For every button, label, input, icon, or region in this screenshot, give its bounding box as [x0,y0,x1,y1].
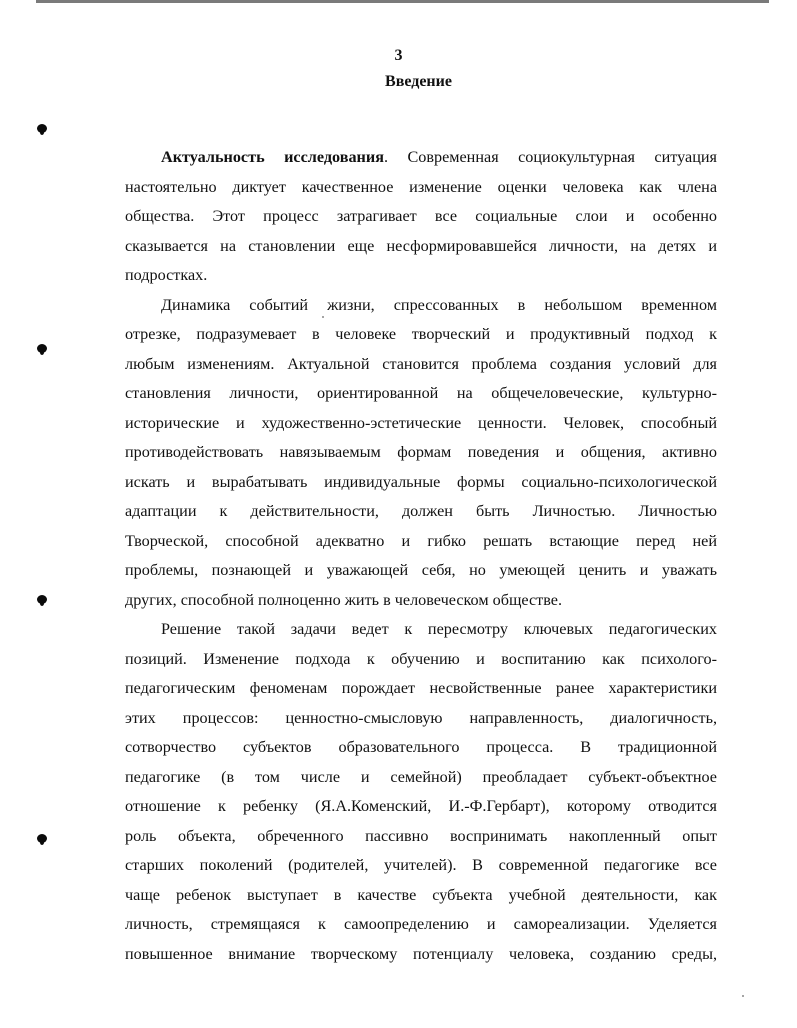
scan-top-edge [36,0,769,3]
text-line: Решение такой задачи ведет к пересмотру ключевых педагогических [161,620,717,638]
text-line: педагогическим феноменам порождает несвойственные ранее характеристики [125,679,717,697]
text-line: проблемы, познающей и уважающей себя, но умеющей ценить и уважать [125,561,717,579]
text-line-rest: . Современная социокультурная ситуация [383,148,717,166]
text-line: роль объекта, обреченного пассивно воспринимать накопленный опыт [125,826,717,845]
text-line: любым изменениям. Актуальной становится проблема создания условий для [125,354,717,373]
text-line: других, способной полноценно жить в человеческом обществе. [125,590,563,609]
binding-hole-mark [37,834,47,843]
text-line: отрезке, подразумевает в человеке творческий и продуктивный подход к [125,325,717,343]
text-line: сказывается на становлении еще несформировавшейся личности, на детях и [125,236,717,255]
text-line: Динамика событий жизни, спрессованных в небольшом временном [161,295,717,314]
text-line: этих процессов: ценностно-смысловую направленность, диалогичность, [125,708,717,727]
text-line: общества. Этот процесс затрагивает все социальные слои и особенно [125,207,717,225]
text-line: чаще ребенок выступает в качестве субъекта учебной деятельности, как [125,885,717,904]
text-line: отношение к ребенку (Я.А.Коменский, И.-Ф.Гербарт), которому отводится [125,797,717,815]
page-number: 3 [394,47,403,64]
text-line: исторические и художественно-эстетические ценности. Человек, способный [125,413,717,432]
text-line: искать и вырабатывать индивидуальные формы социально-психологической [125,472,717,491]
text-line: сотворчество субъектов образовательного процесса. В традиционной [125,738,717,756]
text-line: подростках. [125,266,208,284]
text-line: Творческой, способной адекватно и гибко решать встающие перед ней [125,531,717,550]
binding-hole-mark [37,344,47,353]
paragraph-dynamics [125,291,717,616]
text-line [125,143,717,173]
text-line: противодействовать навязываемым формам поведения и общения, активно [125,443,717,461]
text-line: позиций. Изменение подхода к обучению и воспитанию как психолого- [125,649,717,668]
text-line: личность, стремящаяся к самоопределению и самореализации. Уделяется [125,915,717,933]
lead-phrase: Актуальность исследования [161,148,384,166]
page-heading: Введение [385,73,452,90]
document-body [125,143,717,969]
scan-speck [742,995,744,997]
text-line: старших поколений (родителей, учителей). В современной педагогике все [125,856,717,874]
paragraph-relevance [125,143,717,291]
binding-hole-mark [37,124,47,133]
text-line: повышенное внимание творческому потенциалу человека, созданию среды, [125,944,717,963]
text-line: адаптации к действительности, должен быть Личностью. Личностью [125,502,717,520]
binding-hole-mark [37,595,47,604]
text-line: педагогике (в том числе и семейной) преобладает субъект-объектное [125,767,717,786]
text-line: настоятельно диктует качественное изменение оценки человека как члена [125,177,717,196]
paragraph-solution [125,615,717,969]
text-line: становления личности, ориентированной на общечеловеческие, культурно- [125,384,717,402]
